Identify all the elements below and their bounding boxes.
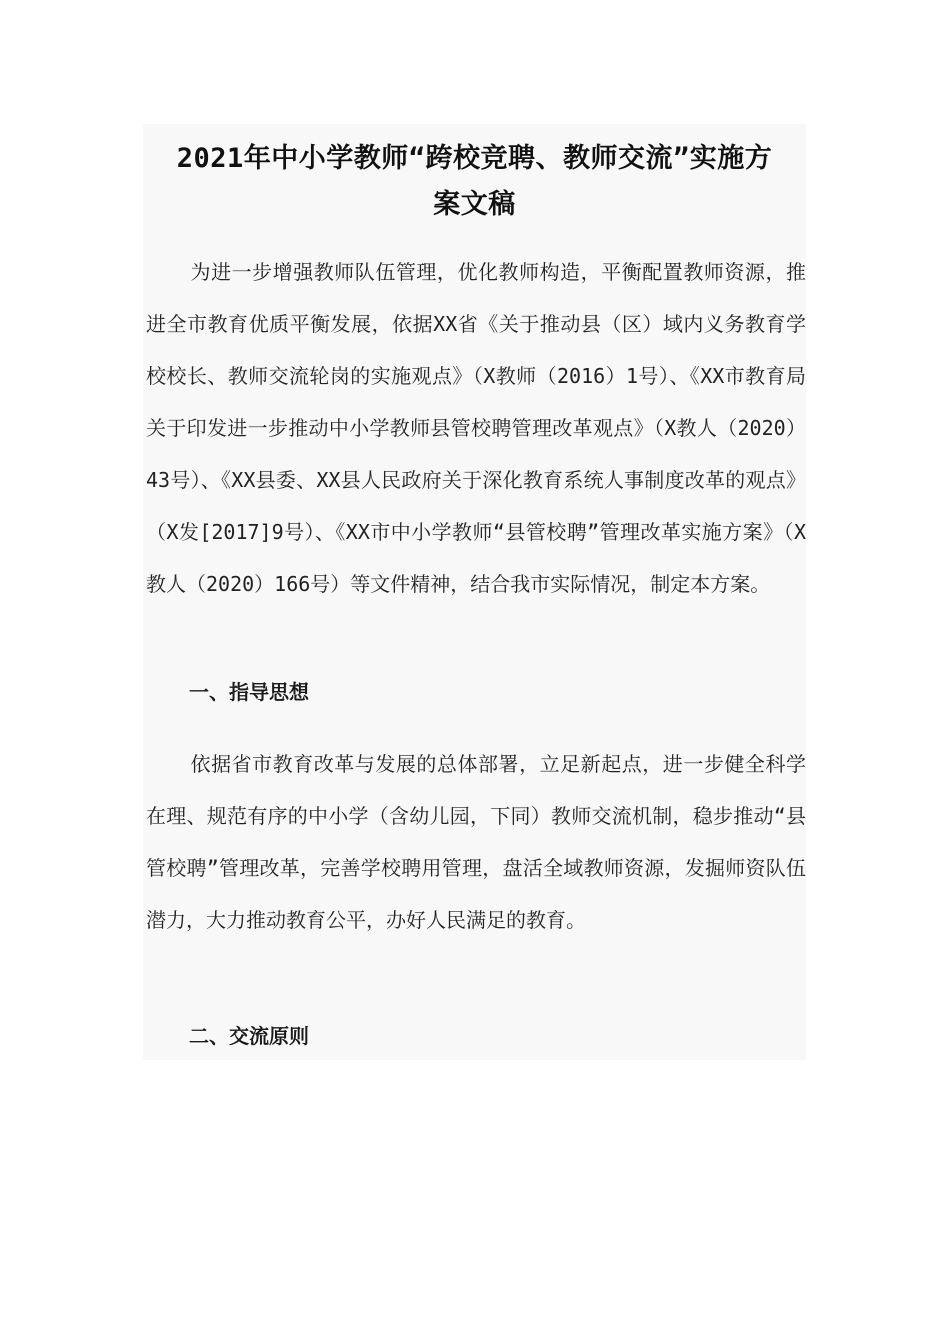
- title-line-1: 2021年中小学教师“跨校竞聘、教师交流”实施方: [176, 143, 773, 174]
- document-page: [143, 124, 806, 1060]
- intro-paragraph: [146, 246, 806, 610]
- section-heading-guiding-ideology: 一、指导思想: [189, 680, 309, 704]
- guiding-ideology-paragraph: [146, 738, 806, 946]
- document-title: [143, 136, 806, 228]
- title-line-2: 案文稿: [433, 189, 516, 220]
- section-heading-exchange-principles: 二、交流原则: [189, 1024, 309, 1048]
- guiding-ideology-text: 依据省市教育改革与发展的总体部署，立足新起点，进一步健全科学在理、规范有序的中小学（含幼儿园，下同）教师交流机制，稳步推动“县管校聘”管理改革，完善学校聘用管理，盘活全域教师资源，发掘师资队伍潜力，大力推动教育公平，办好人民满足的教育。: [146, 752, 806, 932]
- intro-paragraph-text: 为进一步增强教师队伍管理，优化教师构造，平衡配置教师资源，推进全市教育优质平衡发展，依据XX省《关于推动县（区）域内义务教育学校校长、教师交流轮岗的实施观点》（X教师（2016）1号）、《XX市教育局关于印发进一步推动中小学教师县管校聘管理改革观点》（X教人（2020）43号）、《XX县委、XX县人民政府关于深化教育系统人事制度改革的观点》（X发[2017]9号）、《XX市中小学教师“县管校聘”管理改革实施方案》（X教人（2020）166号）等文件精神，结合我市实际情况，制定本方案。: [146, 260, 806, 596]
